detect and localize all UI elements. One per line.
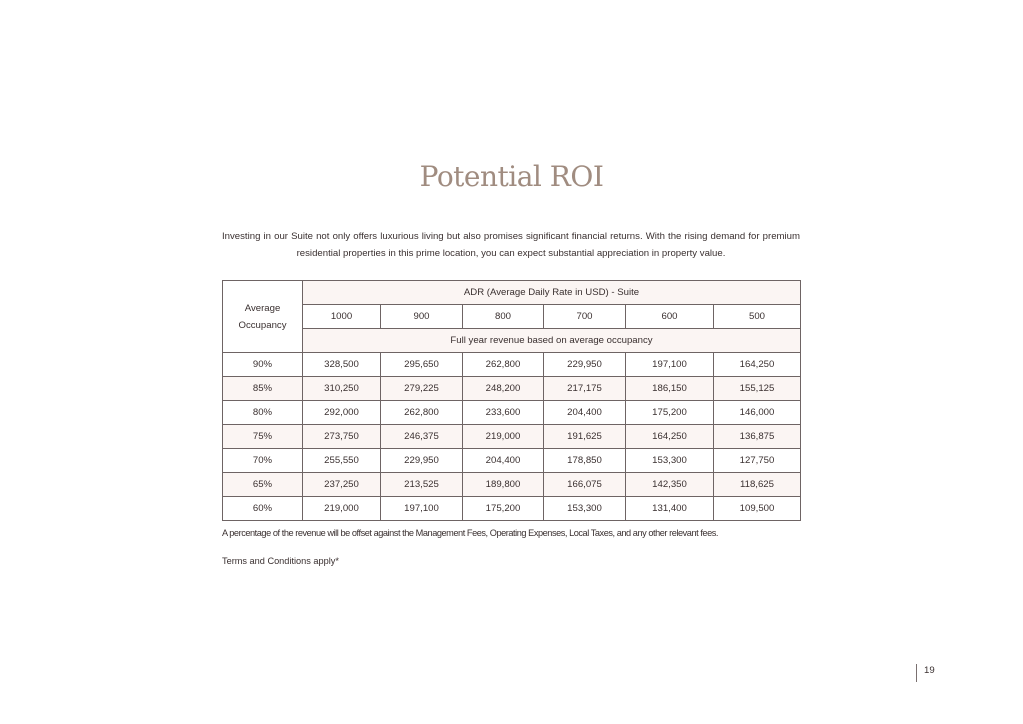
revenue-cell: 164,250 <box>714 353 801 377</box>
occupancy-cell: 85% <box>223 377 303 401</box>
revenue-cell: 262,800 <box>463 353 544 377</box>
table-row <box>223 377 801 401</box>
table-row <box>223 353 801 377</box>
revenue-cell: 262,800 <box>381 401 463 425</box>
rate-header-cell: 1000 <box>303 305 381 329</box>
revenue-cell: 197,100 <box>381 497 463 521</box>
rate-header-cell: 500 <box>714 305 801 329</box>
table-row <box>223 425 801 449</box>
revenue-cell: 328,500 <box>303 353 381 377</box>
revenue-cell: 219,000 <box>463 425 544 449</box>
occupancy-header: Average Occupancy <box>223 281 303 353</box>
occupancy-cell: 65% <box>223 473 303 497</box>
occupancy-cell: 60% <box>223 497 303 521</box>
revenue-cell: 204,400 <box>463 449 544 473</box>
occupancy-cell: 80% <box>223 401 303 425</box>
revenue-cell: 229,950 <box>381 449 463 473</box>
page-number-divider <box>916 664 917 682</box>
table-row <box>223 497 801 521</box>
revenue-cell: 292,000 <box>303 401 381 425</box>
rate-header-row <box>223 305 801 329</box>
revenue-cell: 204,400 <box>544 401 626 425</box>
page-title: Potential ROI <box>419 160 604 193</box>
revenue-cell: 189,800 <box>463 473 544 497</box>
revenue-cell: 164,250 <box>626 425 714 449</box>
rate-header-cell: 700 <box>544 305 626 329</box>
terms-note: Terms and Conditions apply* <box>222 556 339 566</box>
table-row <box>223 473 801 497</box>
revenue-cell: 255,550 <box>303 449 381 473</box>
revenue-cell: 237,250 <box>303 473 381 497</box>
revenue-cell: 186,150 <box>626 377 714 401</box>
table-row <box>223 401 801 425</box>
rate-header-cell: 600 <box>626 305 714 329</box>
revenue-cell: 153,300 <box>626 449 714 473</box>
revenue-cell: 155,125 <box>714 377 801 401</box>
revenue-cell: 131,400 <box>626 497 714 521</box>
rate-header-cell: 900 <box>381 305 463 329</box>
revenue-cell: 142,350 <box>626 473 714 497</box>
occupancy-cell: 70% <box>223 449 303 473</box>
revenue-cell: 233,600 <box>463 401 544 425</box>
revenue-cell: 310,250 <box>303 377 381 401</box>
revenue-cell: 219,000 <box>303 497 381 521</box>
revenue-cell: 217,175 <box>544 377 626 401</box>
revenue-cell: 248,200 <box>463 377 544 401</box>
revenue-cell: 229,950 <box>544 353 626 377</box>
adr-header: ADR (Average Daily Rate in USD) - Suite <box>303 281 801 305</box>
fees-note: A percentage of the revenue will be offset against the Management Fees, Operating Expenses, Local Taxes, and any other relevant fees. <box>222 528 719 538</box>
revenue-cell: 246,375 <box>381 425 463 449</box>
revenue-cell: 191,625 <box>544 425 626 449</box>
table-row <box>223 449 801 473</box>
revenue-cell: 175,200 <box>626 401 714 425</box>
revenue-cell: 153,300 <box>544 497 626 521</box>
intro-paragraph: Investing in our Suite not only offers luxurious living but also promises significant financial returns. With the rising demand for premium residential properties in this prime location, you can expect substantial appreciation in property value. <box>222 231 800 259</box>
revenue-cell: 273,750 <box>303 425 381 449</box>
rate-header-cell: 800 <box>463 305 544 329</box>
roi-table <box>222 280 801 521</box>
occupancy-cell: 90% <box>223 353 303 377</box>
revenue-cell: 127,750 <box>714 449 801 473</box>
revenue-header: Full year revenue based on average occupancy <box>303 329 801 353</box>
revenue-cell: 178,850 <box>544 449 626 473</box>
revenue-cell: 295,650 <box>381 353 463 377</box>
revenue-cell: 136,875 <box>714 425 801 449</box>
revenue-cell: 197,100 <box>626 353 714 377</box>
revenue-cell: 166,075 <box>544 473 626 497</box>
revenue-cell: 118,625 <box>714 473 801 497</box>
revenue-cell: 109,500 <box>714 497 801 521</box>
revenue-cell: 213,525 <box>381 473 463 497</box>
occupancy-cell: 75% <box>223 425 303 449</box>
revenue-cell: 146,000 <box>714 401 801 425</box>
revenue-cell: 175,200 <box>463 497 544 521</box>
revenue-cell: 279,225 <box>381 377 463 401</box>
page-number: 19 <box>924 665 935 676</box>
